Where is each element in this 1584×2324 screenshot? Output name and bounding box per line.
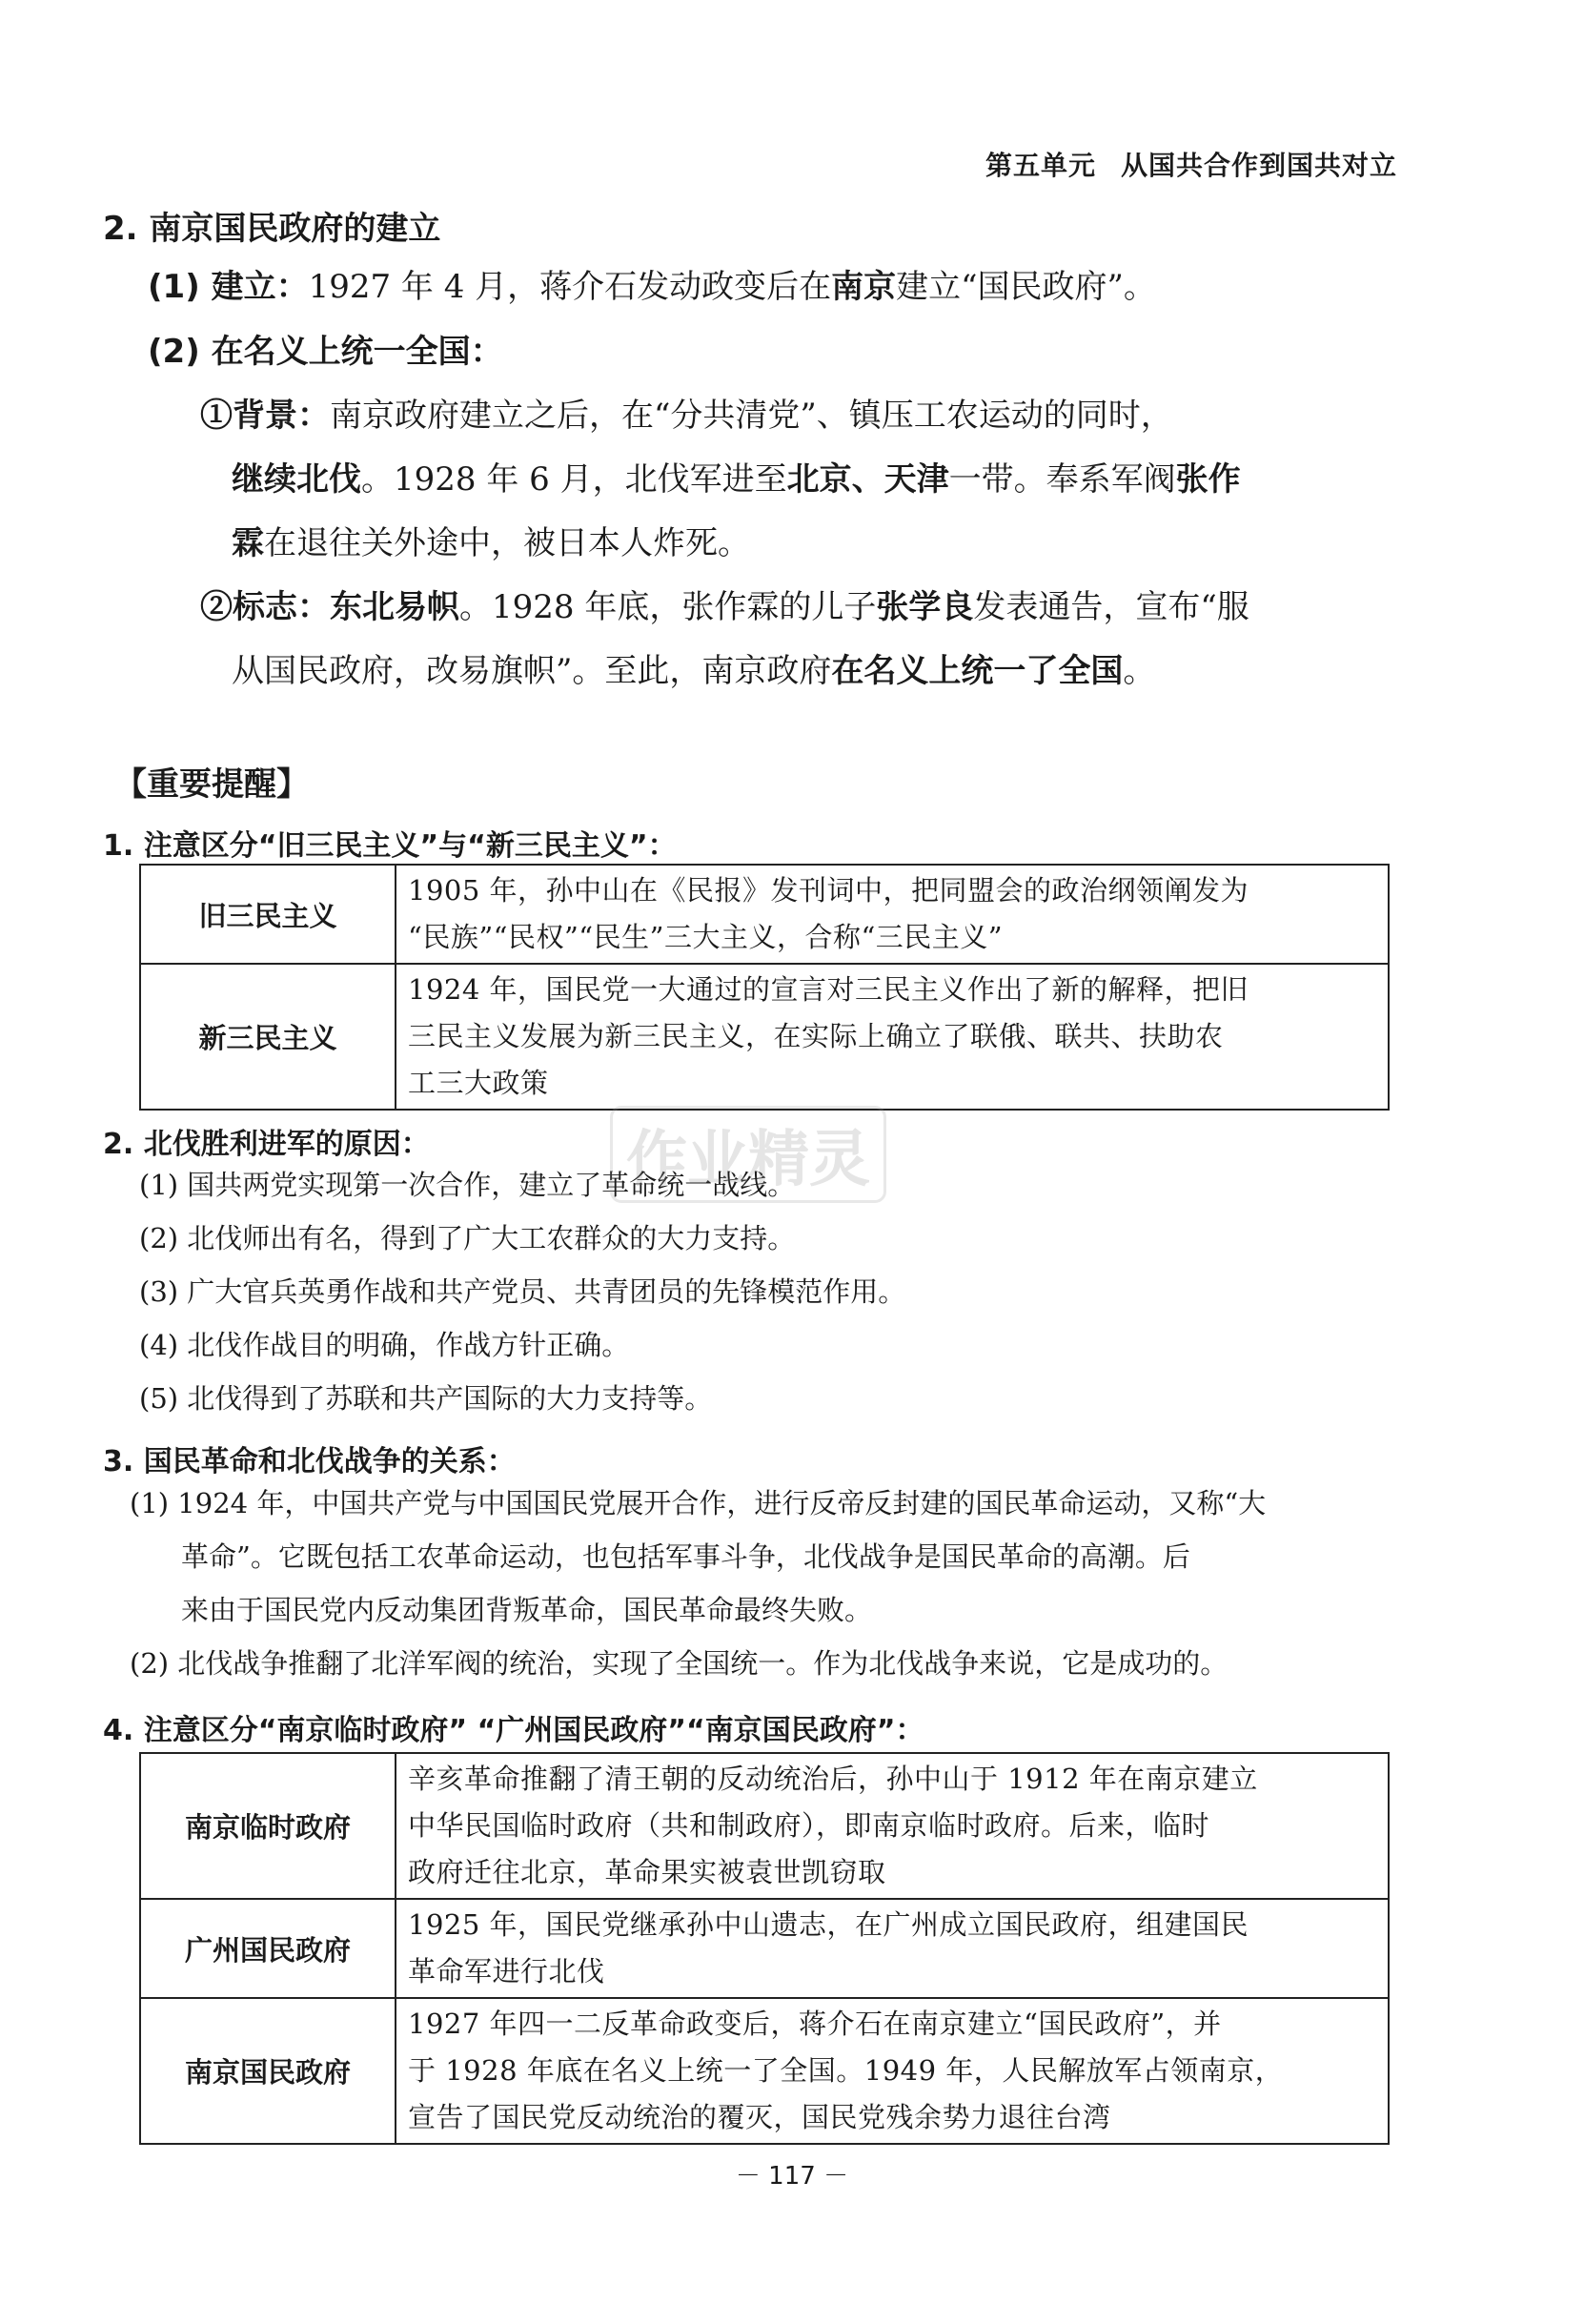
term-cell: 南京国民政府	[140, 1998, 396, 2144]
description-line: 革命军进行北伐	[408, 1955, 605, 1988]
description-line: 辛亥革命推翻了清王朝的反动统治后，孙中山于 1912 年在南京建立	[408, 1763, 1258, 1795]
term-cell: 南京临时政府	[140, 1753, 396, 1899]
description-cell	[396, 1899, 1389, 1998]
unit-label: 第五单元	[985, 150, 1096, 181]
description-line: 宣告了国民党反动统治的覆灭，国民党残余势力退往台湾	[408, 2101, 1111, 2133]
page-number: － 117 －	[735, 2162, 849, 2191]
unit-title: 从国共合作到国共对立	[1120, 150, 1397, 181]
list-item: (4) 北伐作战目的明确，作战方针正确。	[139, 1329, 630, 1361]
description-line: 中华民国临时政府（共和制政府），即南京临时政府。后来，临时	[408, 1809, 1210, 1842]
background-line-1: ①背景：南京政府建立之后，在“分共清党”、镇压工农运动的同时，	[200, 397, 1173, 435]
description-line: 于 1928 年底在名义上统一了全国。1949 年，人民解放军占领南京，	[408, 2054, 1284, 2087]
description-line: 三民主义发展为新三民主义，在实际上确立了联俄、联共、扶助农	[408, 1020, 1224, 1052]
list-item: (1) 国共两党实现第一次合作，建立了革命统一战线。	[139, 1169, 796, 1201]
term-cell: 新三民主义	[140, 964, 396, 1110]
description-cell	[396, 865, 1389, 964]
description-cell	[396, 1998, 1389, 2144]
description-line: 1927 年四一二反革命政变后，蒋介石在南京建立“国民政府”，并	[408, 2008, 1222, 2040]
table-row	[140, 964, 1389, 1110]
list-item: 来由于国民党内反动集团背叛革命，国民革命最终失败。	[181, 1594, 873, 1626]
three-principles-table	[139, 864, 1390, 1111]
list-item: (2) 北伐战争推翻了北洋军阀的统治，实现了全国统一。作为北伐战争来说，它是成功的。	[130, 1647, 1229, 1680]
term-cell: 旧三民主义	[140, 865, 396, 964]
callout-heading: 【重要提醒】	[114, 765, 309, 804]
tip2-title: 2. 北伐胜利进军的原因：	[103, 1128, 430, 1161]
description-line: 1925 年，国民党继承孙中山遗志，在广州成立国民政府，组建国民	[408, 1908, 1249, 1941]
section-title: 2. 南京国民政府的建立	[103, 210, 441, 248]
background-line-2: 继续北伐。1928 年 6 月，北伐军进至北京、天津一带。奉系军阀张作	[232, 460, 1241, 499]
description-cell	[396, 964, 1389, 1110]
list-item: (5) 北伐得到了苏联和共产国际的大力支持等。	[139, 1382, 713, 1415]
list-item: (2) 北伐师出有名，得到了广大工农群众的大力支持。	[139, 1222, 796, 1254]
background-line-3: 霖在退往关外途中，被日本人炸死。	[232, 524, 750, 562]
description-line: 政府迁往北京，革命果实被袁世凯窃取	[408, 1856, 886, 1888]
description-line: 工三大政策	[408, 1067, 549, 1099]
item-unify: (2) 在名义上统一全国：	[148, 333, 503, 371]
watermark-logo: 作业精灵	[610, 1106, 886, 1203]
marker-line-1: ②标志：东北易帜。1928 年底，张作霖的儿子张学良发表通告，宣布“服	[200, 588, 1249, 626]
table-row	[140, 865, 1389, 964]
description-line: 1905 年，孙中山在《民报》发刊词中，把同盟会的政治纲领阐发为	[408, 874, 1249, 907]
description-line: “民族”“民权”“民生”三大主义，合称“三民主义”	[408, 921, 1004, 953]
table-row	[140, 1998, 1389, 2144]
governments-table	[139, 1752, 1390, 2145]
description-cell	[396, 1753, 1389, 1899]
tip4-title: 4. 注意区分“南京临时政府” “广州国民政府”“南京国民政府”：	[103, 1714, 924, 1747]
description-line: 1924 年，国民党一大通过的宣言对三民主义作出了新的解释，把旧	[408, 973, 1249, 1006]
list-item: (1) 1924 年，中国共产党与中国国民党展开合作，进行反帝反封建的国民革命运动，又称“大	[130, 1487, 1267, 1519]
table-row	[140, 1899, 1389, 1998]
item-established: (1) 建立：1927 年 4 月，蒋介石发动政变后在南京建立“国民政府”。	[148, 268, 1156, 306]
list-item: 革命”。它既包括工农革命运动，也包括军事斗争，北伐战争是国民革命的高潮。后	[181, 1540, 1190, 1573]
marker-line-2: 从国民政府，改易旗帜”。至此，南京政府在名义上统一了全国。	[232, 652, 1156, 690]
term-cell: 广州国民政府	[140, 1899, 396, 1998]
list-item: (3) 广大官兵英勇作战和共产党员、共青团员的先锋模范作用。	[139, 1275, 906, 1308]
table-row	[140, 1753, 1389, 1899]
running-header	[985, 145, 1397, 183]
tip1-title: 1. 注意区分“旧三民主义”与“新三民主义”：	[103, 829, 677, 863]
item-label: (1) 建立：	[148, 268, 309, 306]
tip3-title: 3. 国民革命和北伐战争的关系：	[103, 1445, 516, 1478]
